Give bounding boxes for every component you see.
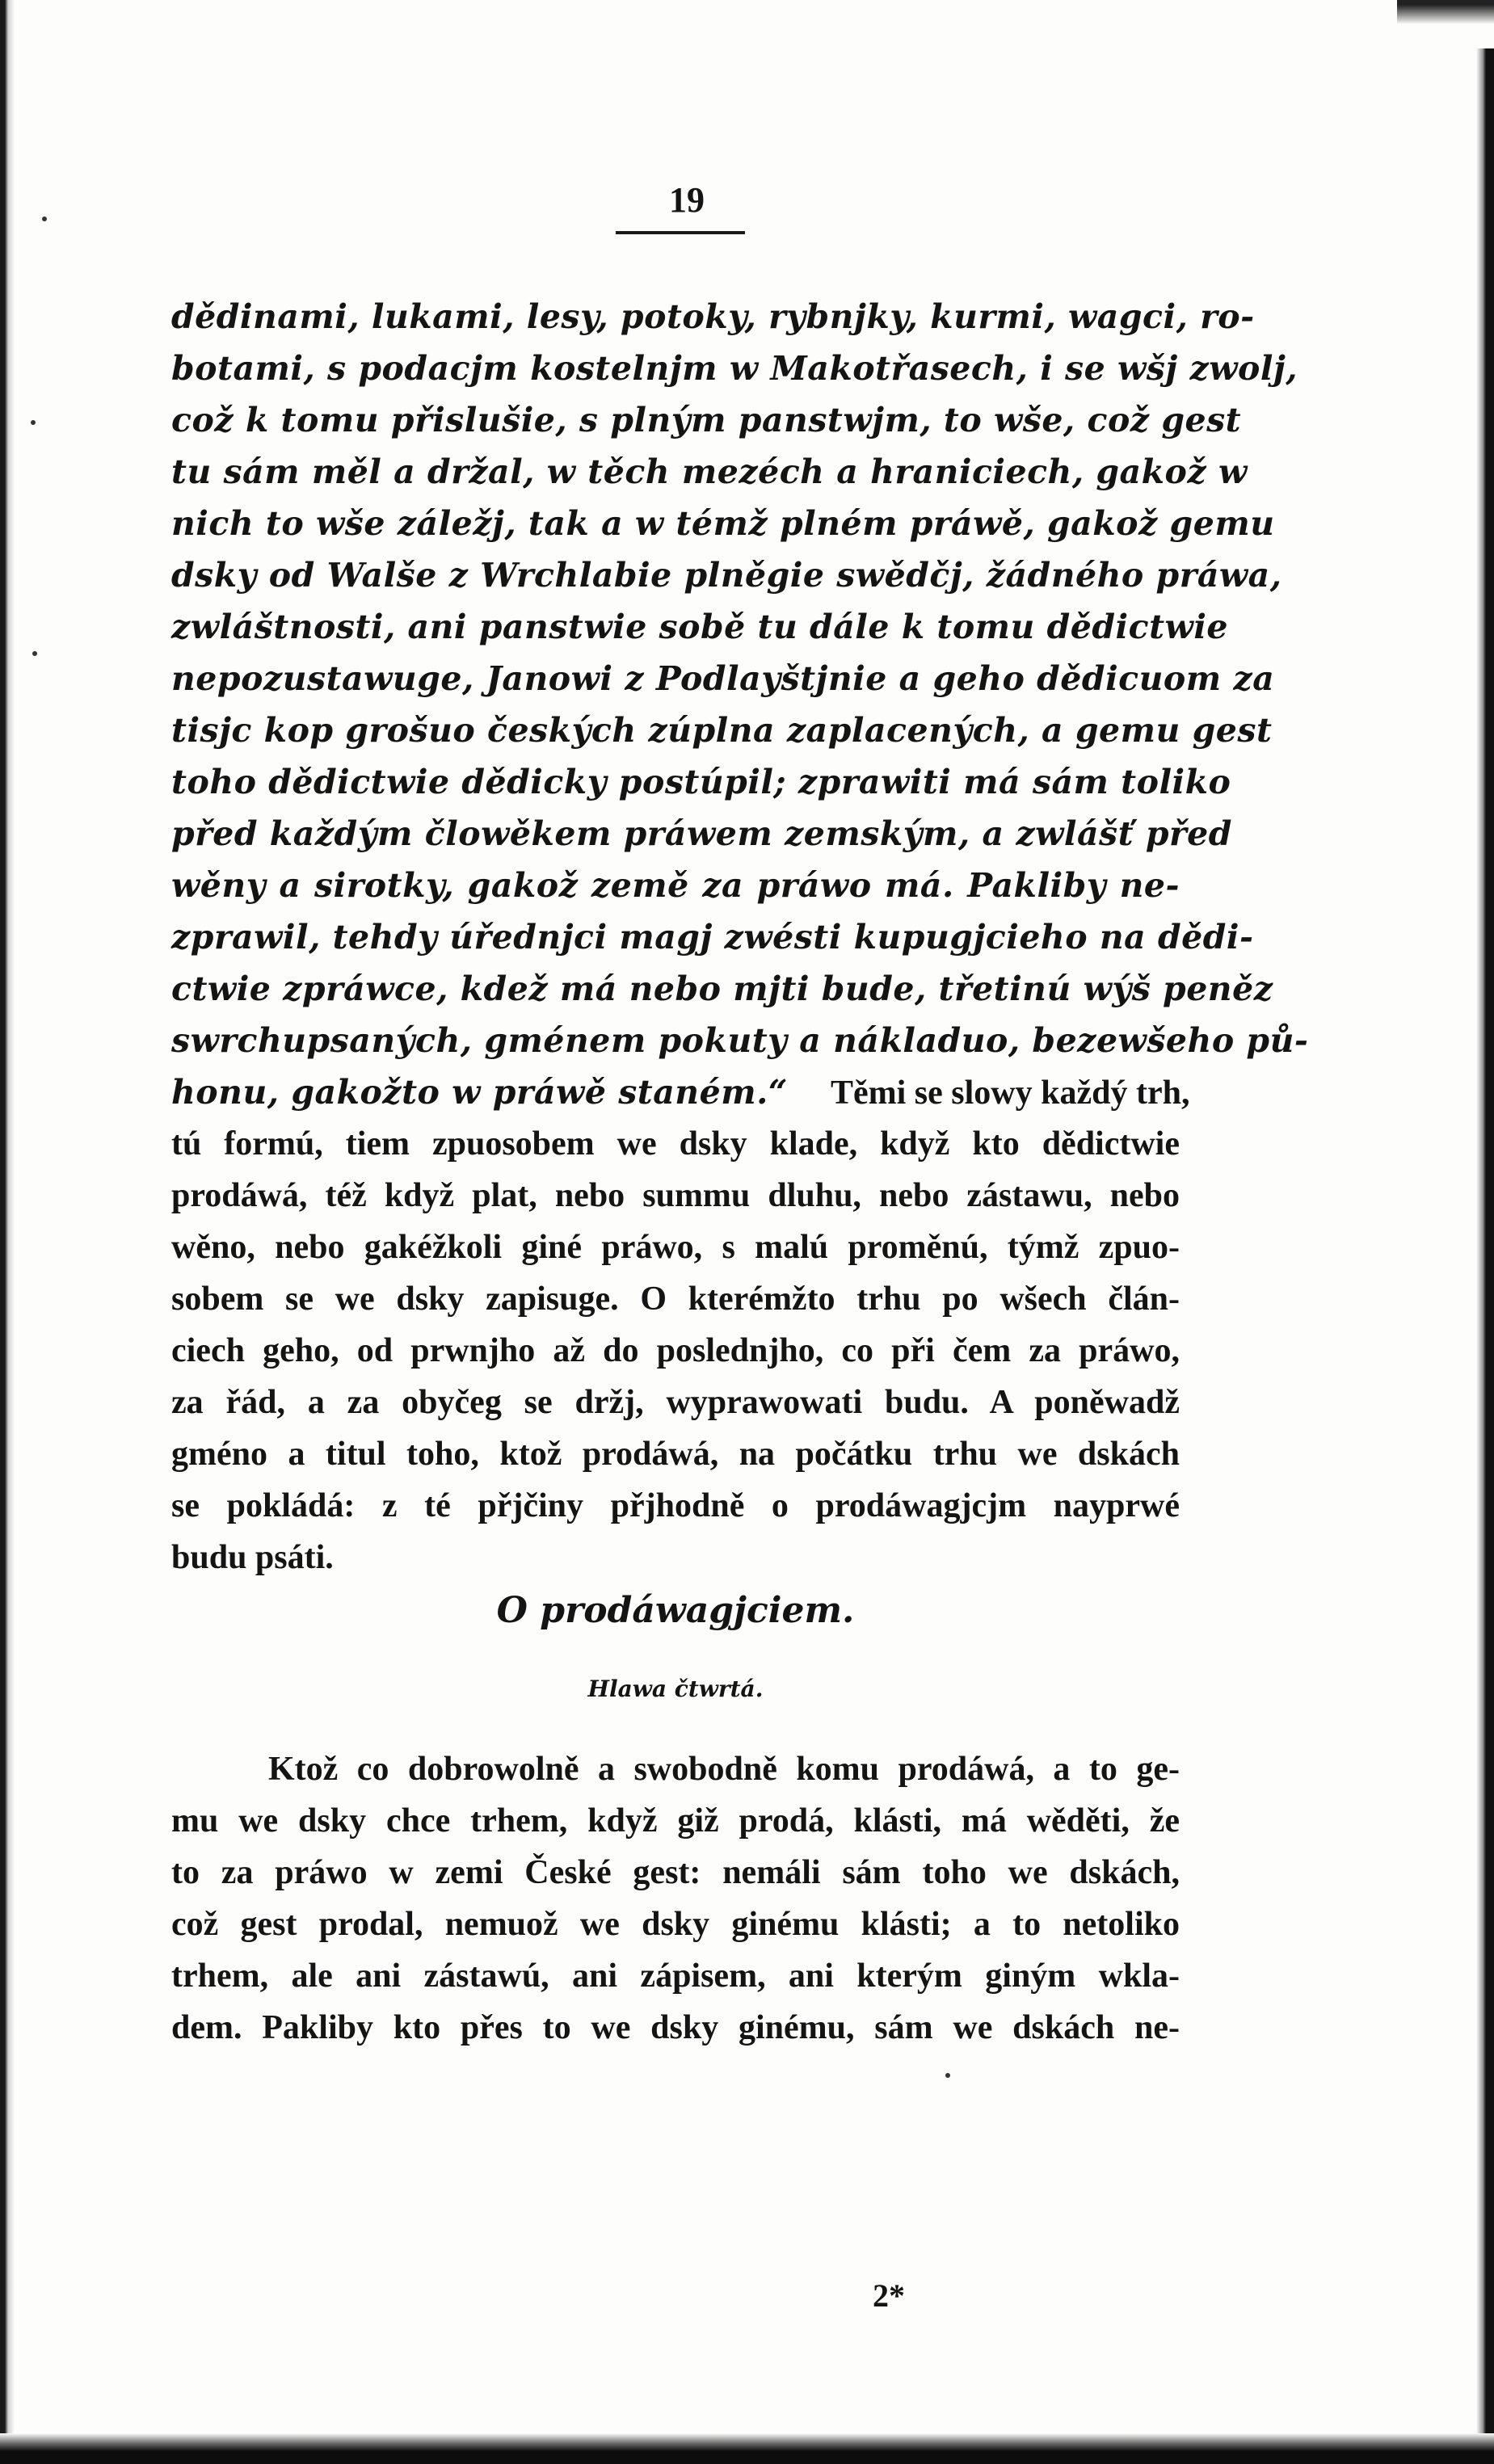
text-line: nepozustawuge, Janowi z Podlayštjnie a geho dědicuom za [171, 659, 1275, 698]
chapter-subheading: Hlawa čtwrtá. [587, 1676, 764, 1702]
text-line: swrchupsaných, gménem pokuty a nákladuo, bezewšeho pů- [171, 1021, 1309, 1060]
scan-speck [945, 2073, 950, 2078]
text-line: ctwie zpráwce, kdež má nebo mjti bude, třetinú wýš peněz [171, 969, 1273, 1008]
text-line: budu psáti. [171, 1539, 334, 1576]
page-number-rule [616, 231, 745, 234]
section-heading: O prodáwagjciem. [496, 1590, 855, 1631]
text-line: nich to wše záležj, tak a w témž plném práwě, gakož gemu [171, 504, 1275, 543]
text-line: to za práwo w zemi České gest: nemáli sám toho we dskách, [171, 1854, 1180, 1891]
text-line: mu we dsky chce trhem, když giž prodá, klásti, má wěděti, že [171, 1802, 1180, 1840]
text-line: dsky od Walše z Wrchlabie plněgie swědčj, žádného práwa, [171, 556, 1282, 595]
text-line: dědinami, lukami, lesy, potoky, rybnjky, kurmi, wagci, ro- [171, 297, 1255, 336]
text-line: sobem se we dsky zapisuge. O kterémžto trhu po wšech člán- [171, 1280, 1180, 1318]
text-line: tu sám měl a držal, w těch mezéch a hraniciech, gakož w [171, 452, 1248, 491]
text-line: zwláštnosti, ani panstwie sobě tu dále k tomu dědictwie [171, 608, 1228, 646]
quoted-text-end: honu, gakožto w práwě staném.“ [171, 1073, 788, 1112]
printer-signature-mark: 2* [873, 2277, 905, 2314]
scan-speck [42, 217, 47, 221]
page-number: 19 [669, 180, 705, 220]
scan-edge-top-right [1397, 0, 1494, 48]
text-line: toho dědictwie dědicky postúpil; zprawiti má sám toliko [171, 763, 1231, 801]
text-line: což gest prodal, nemuož we dsky ginému klásti; a to netoliko [171, 1906, 1180, 1943]
scan-speck [31, 420, 36, 425]
text-line: gméno a titul toho, ktož prodáwá, na počátku trhu we dskách [171, 1436, 1180, 1473]
text-line: což k tomu přislušie, s plným panstwjm, to wše, což gest [171, 401, 1242, 439]
scan-edge-left [0, 0, 15, 2464]
text-line: wěno, nebo gakéžkoli giné práwo, s malú proměnú, týmž zpuo- [171, 1229, 1180, 1266]
text-line: wěny a sirotky, gakož země za práwo má. Pakliby ne- [171, 866, 1180, 905]
paragraph-continuation [171, 291, 1309, 1583]
text-line: zprawil, tehdy úřednjci magj zwésti kupugjcieho na dědi- [171, 918, 1254, 957]
text-line-mixed [171, 1066, 1190, 1118]
text-line: trhem, ale ani zástawú, ani zápisem, ani kterým giným wkla- [171, 1957, 1180, 1995]
text-line: tú formú, tiem zpuosobem we dsky klade, když kto dědictwie [171, 1125, 1180, 1163]
scan-edge-right [1476, 48, 1494, 2464]
text-line: prodáwá, též když plat, nebo summu dluhu, nebo zástawu, nebo [171, 1177, 1180, 1214]
text-line: se pokládá: z té přjčiny přjhodně o prodáwagjcjm nayprwé [171, 1487, 1180, 1524]
paragraph [171, 1743, 1180, 2054]
scan-speck [32, 651, 37, 656]
scan-edge-bottom [0, 2433, 1494, 2464]
roman-text: Těmi se slowy každý trh, [830, 1074, 1190, 1112]
text-line: dem. Pakliby kto přes to we dsky ginému, sám we dskách ne- [171, 2009, 1180, 2046]
text-line: botami, s podacjm kostelnjm w Makotřasech, i se wšj zwolj, [171, 349, 1298, 388]
text-line: tisjc kop grošuo českých zúplna zaplacených, a gemu gest [171, 711, 1273, 750]
text-line: za řád, a za obyčeg se držj, wyprawowati budu. A poněwadž [171, 1384, 1180, 1421]
text-line: před každým člowěkem práwem zemským, a zwlášť před [171, 814, 1232, 853]
text-line: Ktož co dobrowolně a swobodně komu prodáwá, a to ge- [268, 1751, 1180, 1788]
text-line: ciech geho, od prwnjho až do poslednjho, co při čem za práwo, [171, 1332, 1180, 1369]
